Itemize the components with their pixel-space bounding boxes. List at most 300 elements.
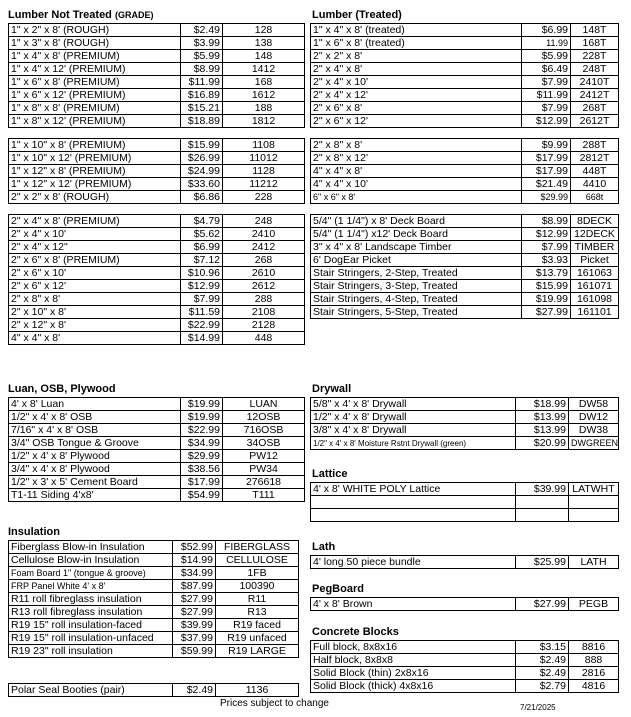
item-code: R19 LARGE — [216, 645, 299, 658]
item-price: $3.93 — [522, 254, 571, 267]
item-description: 1" x 6" x 12' (PREMIUM) — [9, 89, 181, 102]
item-price: $5.62 — [181, 228, 223, 241]
item-price: $18.89 — [181, 115, 223, 128]
table-row — [311, 437, 619, 450]
item-code: 888 — [569, 654, 619, 667]
item-price: $24.99 — [181, 165, 223, 178]
item-code: 2410T — [571, 76, 619, 89]
spacer-cell — [181, 128, 223, 139]
item-price: $7.99 — [181, 293, 223, 306]
item-price: $34.99 — [181, 437, 223, 450]
item-price: $6.99 — [181, 241, 223, 254]
price-disclaimer: Prices subject to change — [220, 698, 329, 709]
item-description: 2" x 4" x 8' — [311, 63, 522, 76]
lumber-not-treated-table — [8, 23, 305, 345]
table-row — [311, 152, 619, 165]
item-price: $16.89 — [181, 89, 223, 102]
table-row — [9, 489, 305, 502]
item-price: $2.49 — [173, 684, 216, 697]
table-row — [9, 76, 305, 89]
item-code: DW12 — [569, 411, 619, 424]
item-price: $2.49 — [516, 654, 569, 667]
item-price: $7.99 — [522, 241, 571, 254]
item-description: 4' long 50 piece bundle — [311, 556, 516, 569]
item-price: $2.79 — [516, 680, 569, 693]
table-row — [9, 541, 299, 554]
item-description: Cellulose Blow-in Insulation — [9, 554, 173, 567]
item-description: 2" x 6" x 12' — [311, 115, 522, 128]
table-row — [9, 554, 299, 567]
item-price: $3.15 — [516, 641, 569, 654]
table-row — [311, 115, 619, 128]
item-price: $11.59 — [181, 306, 223, 319]
item-price: $39.99 — [173, 619, 216, 632]
item-description: R19 15" roll insulation-unfaced — [9, 632, 173, 645]
spacer-cell — [311, 128, 522, 139]
table-row — [9, 332, 305, 345]
item-price: $37.99 — [173, 632, 216, 645]
item-price: $14.99 — [173, 554, 216, 567]
spacer-cell — [223, 204, 305, 215]
item-price: $20.99 — [516, 437, 569, 450]
spacer-cell — [181, 204, 223, 215]
item-description: Stair Stringers, 5-Step, Treated — [311, 306, 522, 319]
table-row — [9, 606, 299, 619]
item-code: 448T — [571, 165, 619, 178]
spacer-cell — [522, 204, 571, 215]
table-row — [311, 556, 619, 569]
spacer-row — [311, 204, 619, 215]
item-code: 288 — [223, 293, 305, 306]
item-code: 2412 — [223, 241, 305, 254]
item-description: R11 roll fibreglass insulation — [9, 593, 173, 606]
insulation-table — [8, 540, 299, 658]
table-row — [311, 398, 619, 411]
item-code: 161071 — [571, 280, 619, 293]
table-row — [311, 306, 619, 319]
item-price: $13.79 — [522, 267, 571, 280]
item-price: $22.99 — [181, 424, 223, 437]
item-price: $14.99 — [181, 332, 223, 345]
table-row — [311, 191, 619, 204]
item-description: Stair Stringers, 2-Step, Treated — [311, 267, 522, 280]
table-row — [9, 319, 305, 332]
item-code: 668t — [571, 191, 619, 204]
table-row — [9, 63, 305, 76]
item-price: $59.99 — [173, 645, 216, 658]
item-price: $13.99 — [516, 411, 569, 424]
item-price: $25.99 — [516, 556, 569, 569]
item-price: $11.99 — [181, 76, 223, 89]
lattice-title: Lattice — [312, 468, 348, 480]
item-price: $27.99 — [173, 606, 216, 619]
table-row — [9, 37, 305, 50]
item-code: DW38 — [569, 424, 619, 437]
item-code: 2612T — [571, 115, 619, 128]
luan-osb-plywood-table — [8, 397, 305, 502]
table-row — [311, 424, 619, 437]
item-price: $19.99 — [181, 398, 223, 411]
item-code: 138 — [223, 37, 305, 50]
item-description: 5/8" x 4' x 8' Drywall — [311, 398, 516, 411]
item-description: FRP Panel White 4' x 8' — [9, 580, 173, 593]
table-row — [311, 228, 619, 241]
table-row — [311, 89, 619, 102]
table-row — [311, 63, 619, 76]
item-code: 2410 — [223, 228, 305, 241]
table-row — [311, 598, 619, 611]
item-description: Half block, 8x8x8 — [311, 654, 516, 667]
table-row — [311, 165, 619, 178]
item-description: 7/16" x 4' x 8' OSB — [9, 424, 181, 437]
item-price: $13.99 — [516, 424, 569, 437]
item-description: 1/2" x 4' x 8' Moisture Rstnt Drywall (green) — [311, 437, 516, 450]
item-description: Solid Block (thick) 4x8x16 — [311, 680, 516, 693]
item-code: 248T — [571, 63, 619, 76]
item-description: 1" x 6" x 8' (PREMIUM) — [9, 76, 181, 89]
item-price: $27.99 — [173, 593, 216, 606]
item-price: $52.99 — [173, 541, 216, 554]
item-price: $3.99 — [181, 37, 223, 50]
item-price: $22.99 — [181, 319, 223, 332]
item-description: 2" x 4" x 8' (PREMIUM) — [9, 215, 181, 228]
item-price: $6.99 — [522, 24, 571, 37]
table-row — [311, 654, 619, 667]
item-price — [516, 496, 569, 509]
item-code: 2816 — [569, 667, 619, 680]
item-code: 148T — [571, 24, 619, 37]
table-row — [9, 254, 305, 267]
table-row — [9, 411, 305, 424]
item-description: 1/2" x 4' x 8' OSB — [9, 411, 181, 424]
item-code: 1812 — [223, 115, 305, 128]
item-price: $87.99 — [173, 580, 216, 593]
item-code: 1FB — [216, 567, 299, 580]
item-code: LATWHT — [569, 483, 619, 496]
item-code: 716OSB — [223, 424, 305, 437]
table-row — [9, 191, 305, 204]
table-row — [311, 280, 619, 293]
item-description: 6" x 6" x 8' — [311, 191, 522, 204]
item-code: 8816 — [569, 641, 619, 654]
table-row — [9, 567, 299, 580]
item-price: $10.96 — [181, 267, 223, 280]
item-code: 161098 — [571, 293, 619, 306]
item-description: 1" x 4" x 8' (PREMIUM) — [9, 50, 181, 63]
item-price: $2.49 — [181, 24, 223, 37]
item-description: R19 23" roll insulation — [9, 645, 173, 658]
spacer-row — [9, 128, 305, 139]
item-price: $7.12 — [181, 254, 223, 267]
item-description: R19 15" roll insulation-faced — [9, 619, 173, 632]
table-row — [9, 398, 305, 411]
item-description: 1" x 8" x 8' (PREMIUM) — [9, 102, 181, 115]
item-description: 1" x 6" x 8' (treated) — [311, 37, 522, 50]
table-row — [9, 463, 305, 476]
table-row — [9, 437, 305, 450]
table-row — [9, 139, 305, 152]
item-description: Foam Board 1" (tongue & groove) — [9, 567, 173, 580]
spacer-row — [9, 204, 305, 215]
item-description: 1/2" x 3' x 5' Cement Board — [9, 476, 181, 489]
item-description: 4' x 8' Luan — [9, 398, 181, 411]
concrete-blocks-title: Concrete Blocks — [312, 626, 399, 638]
item-description: 2" x 6" x 8' — [311, 102, 522, 115]
lumber-treated-title: Lumber (Treated) — [312, 9, 402, 21]
table-row — [311, 102, 619, 115]
item-price: $7.99 — [522, 102, 571, 115]
item-description: 1" x 10" x 8' (PREMIUM) — [9, 139, 181, 152]
item-code: 2812T — [571, 152, 619, 165]
lumber-treated-table — [310, 23, 619, 319]
item-description: 1" x 10" x 12' (PREMIUM) — [9, 152, 181, 165]
item-description: 2" x 12" x 8' — [9, 319, 181, 332]
item-price: $19.99 — [181, 411, 223, 424]
lath-title: Lath — [312, 541, 336, 553]
item-description: R13 roll fibreglass insulation — [9, 606, 173, 619]
drywall-table — [310, 397, 619, 450]
table-row — [311, 496, 619, 509]
spacer-cell — [571, 204, 619, 215]
item-price: $5.99 — [522, 50, 571, 63]
item-price: $4.79 — [181, 215, 223, 228]
table-row — [311, 680, 619, 693]
item-code: 168 — [223, 76, 305, 89]
item-description: 4" x 4" x 8' — [311, 165, 522, 178]
table-row — [311, 50, 619, 63]
item-code: 12OSB — [223, 411, 305, 424]
insulation-title: Insulation — [8, 526, 60, 538]
table-row — [9, 280, 305, 293]
item-description — [311, 496, 516, 509]
item-price: $7.99 — [522, 76, 571, 89]
item-description: 2" x 4" x 12' — [311, 89, 522, 102]
item-code: T111 — [223, 489, 305, 502]
item-price: $17.99 — [522, 152, 571, 165]
item-description: 1" x 4" x 8' (treated) — [311, 24, 522, 37]
item-description: Polar Seal Booties (pair) — [9, 684, 173, 697]
drywall-title: Drywall — [312, 383, 352, 395]
item-price: $8.99 — [522, 215, 571, 228]
item-code: R19 unfaced — [216, 632, 299, 645]
item-price: $21.49 — [522, 178, 571, 191]
item-code: R11 — [216, 593, 299, 606]
item-price: $33.60 — [181, 178, 223, 191]
item-price: $12.99 — [522, 228, 571, 241]
item-code: TIMBER — [571, 241, 619, 254]
item-code — [569, 496, 619, 509]
luan-osb-plywood-title: Luan, OSB, Plywood — [8, 383, 116, 395]
item-code: 188 — [223, 102, 305, 115]
item-description: 2" x 10" x 8' — [9, 306, 181, 319]
item-code: 228T — [571, 50, 619, 63]
item-code: 148 — [223, 50, 305, 63]
item-code: CELLULOSE — [216, 554, 299, 567]
item-description: 2" x 8" x 8' — [9, 293, 181, 306]
table-row — [9, 645, 299, 658]
table-row — [9, 684, 299, 697]
item-code: 448 — [223, 332, 305, 345]
item-description: 5/4" (1 1/4") x 8' Deck Board — [311, 215, 522, 228]
item-description: 2" x 2" x 8' — [311, 50, 522, 63]
item-description: 2" x 6" x 10' — [9, 267, 181, 280]
table-row — [9, 89, 305, 102]
table-row — [311, 411, 619, 424]
item-code: Picket — [571, 254, 619, 267]
item-price: $26.99 — [181, 152, 223, 165]
item-description: 4" x 4" x 8' — [9, 332, 181, 345]
table-row — [311, 215, 619, 228]
item-code: FIBERGLASS — [216, 541, 299, 554]
item-code — [569, 509, 619, 522]
title-text: Lumber Not Treated — [8, 9, 112, 21]
item-price: $15.99 — [181, 139, 223, 152]
item-price: $18.99 — [516, 398, 569, 411]
table-row — [9, 152, 305, 165]
item-code: 8DECK — [571, 215, 619, 228]
table-row — [311, 24, 619, 37]
price-list-date: 7/21/2025 — [520, 703, 556, 712]
item-price: $9.99 — [522, 139, 571, 152]
item-code: DWGREEN — [569, 437, 619, 450]
item-code: 248 — [223, 215, 305, 228]
item-code: 161101 — [571, 306, 619, 319]
table-row — [9, 228, 305, 241]
item-code: 2610 — [223, 267, 305, 280]
item-description: 2" x 6" x 8' (PREMIUM) — [9, 254, 181, 267]
item-code: PEGB — [569, 598, 619, 611]
table-row — [9, 593, 299, 606]
item-description: 2" x 8" x 12' — [311, 152, 522, 165]
item-code: 128 — [223, 24, 305, 37]
table-row — [9, 24, 305, 37]
item-description: 3" x 4" x 8' Landscape Timber — [311, 241, 522, 254]
item-code: 168T — [571, 37, 619, 50]
item-description: 1/2" x 4' x 8' Plywood — [9, 450, 181, 463]
table-row — [9, 632, 299, 645]
item-description: Stair Stringers, 3-Step, Treated — [311, 280, 522, 293]
item-description: Stair Stringers, 4-Step, Treated — [311, 293, 522, 306]
item-price: $54.99 — [181, 489, 223, 502]
item-description: 2" x 8" x 8' — [311, 139, 522, 152]
item-price: $11.99 — [522, 89, 571, 102]
pegboard-table — [310, 597, 619, 611]
item-code: 1136 — [216, 684, 299, 697]
item-description: 1" x 2" x 8' (ROUGH) — [9, 24, 181, 37]
item-code: 2128 — [223, 319, 305, 332]
item-price: $34.99 — [173, 567, 216, 580]
item-description: 1" x 12" x 12' (PREMIUM) — [9, 178, 181, 191]
item-code: R19 faced — [216, 619, 299, 632]
table-row — [9, 580, 299, 593]
item-description: 5/4" (1 1/4") x12' Deck Board — [311, 228, 522, 241]
table-row — [9, 115, 305, 128]
item-price: $39.99 — [516, 483, 569, 496]
item-code: 100390 — [216, 580, 299, 593]
item-price: $27.99 — [516, 598, 569, 611]
item-price: $5.99 — [181, 50, 223, 63]
item-price: 11.99 — [522, 37, 571, 50]
spacer-cell — [522, 128, 571, 139]
item-code: 4410 — [571, 178, 619, 191]
table-row — [9, 267, 305, 280]
item-description: 2" x 2" x 8' (ROUGH) — [9, 191, 181, 204]
item-description: 2" x 6" x 12' — [9, 280, 181, 293]
item-code: 1612 — [223, 89, 305, 102]
table-row — [9, 293, 305, 306]
item-code: DW58 — [569, 398, 619, 411]
table-row — [9, 306, 305, 319]
item-price: $2.49 — [516, 667, 569, 680]
item-description: 3/4" OSB Tongue & Groove — [9, 437, 181, 450]
item-description — [311, 509, 516, 522]
item-price: $29.99 — [181, 450, 223, 463]
table-row — [9, 165, 305, 178]
item-price: $12.99 — [522, 115, 571, 128]
table-row — [9, 619, 299, 632]
spacer-cell — [571, 128, 619, 139]
lattice-table — [310, 482, 619, 522]
item-description: Fiberglass Blow-in Insulation — [9, 541, 173, 554]
item-description: 3/4" x 4' x 8' Plywood — [9, 463, 181, 476]
lath-table — [310, 555, 619, 569]
table-row — [9, 476, 305, 489]
item-price: $6.49 — [522, 63, 571, 76]
item-description: 1" x 4" x 12' (PREMIUM) — [9, 63, 181, 76]
item-code: 2108 — [223, 306, 305, 319]
spacer-cell — [9, 204, 181, 215]
item-price — [516, 509, 569, 522]
lumber-not-treated-title — [8, 9, 153, 21]
item-code: 34OSB — [223, 437, 305, 450]
spacer-cell — [9, 128, 181, 139]
item-description: 2" x 4" x 10' — [9, 228, 181, 241]
item-code: PW12 — [223, 450, 305, 463]
pegboard-title: PegBoard — [312, 583, 364, 595]
table-row — [9, 50, 305, 63]
item-price: $17.99 — [522, 165, 571, 178]
table-row — [311, 37, 619, 50]
item-code: 12DECK — [571, 228, 619, 241]
table-row — [311, 178, 619, 191]
item-description: 2" x 4" x 12" — [9, 241, 181, 254]
item-price: $15.99 — [522, 280, 571, 293]
table-row — [311, 641, 619, 654]
spacer-cell — [311, 204, 522, 215]
item-description: 1" x 3" x 8' (ROUGH) — [9, 37, 181, 50]
item-description: 1" x 8" x 12' (PREMIUM) — [9, 115, 181, 128]
table-row — [9, 102, 305, 115]
item-code: 288T — [571, 139, 619, 152]
item-code: 11012 — [223, 152, 305, 165]
table-row — [9, 424, 305, 437]
table-row — [311, 667, 619, 680]
table-row — [9, 215, 305, 228]
table-row — [311, 267, 619, 280]
item-code: 1108 — [223, 139, 305, 152]
item-description: 1" x 12" x 8' (PREMIUM) — [9, 165, 181, 178]
item-code: PW34 — [223, 463, 305, 476]
item-code: 268 — [223, 254, 305, 267]
item-code: LATH — [569, 556, 619, 569]
table-row — [311, 241, 619, 254]
item-code: 276618 — [223, 476, 305, 489]
table-row — [311, 293, 619, 306]
item-code: 1128 — [223, 165, 305, 178]
concrete-blocks-table — [310, 640, 619, 693]
item-price: $29.99 — [522, 191, 571, 204]
booties-table — [8, 683, 299, 697]
